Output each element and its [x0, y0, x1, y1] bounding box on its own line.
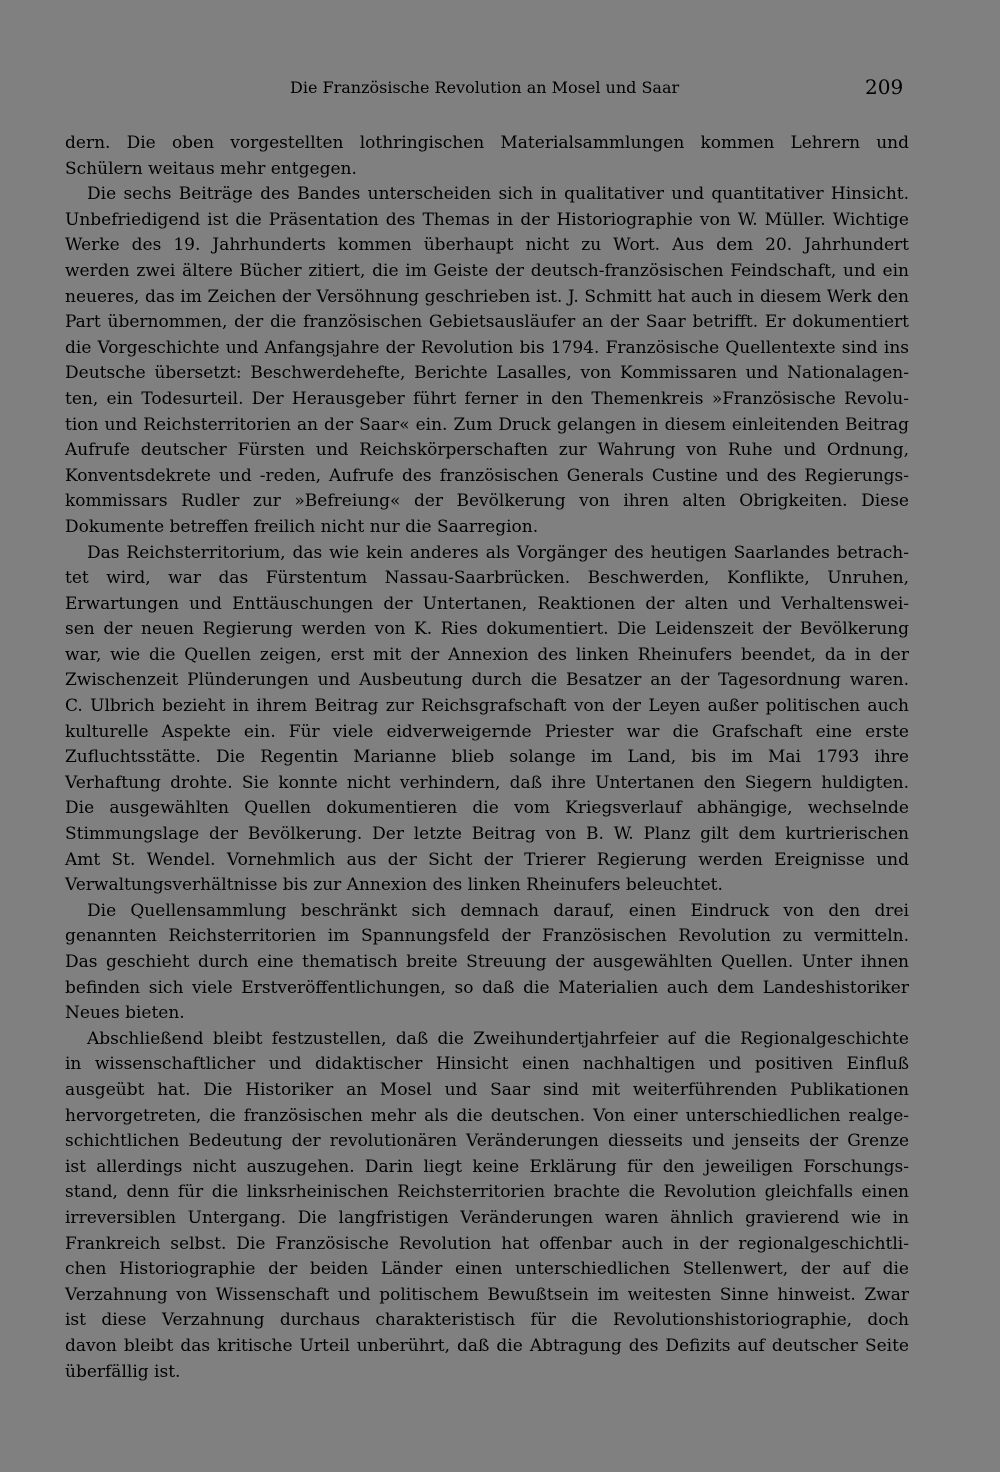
- text-line: Schülern weitaus mehr entgegen.: [65, 158, 357, 179]
- text-line: hervorgetreten, die französischen mehr als die deutschen. Von einer unterschiedlichen realge-: [65, 1105, 909, 1126]
- text-line: Stimmungslage der Bevölkerung. Der letzte Beitrag von B. W. Planz gilt dem kurtrierischen: [65, 824, 909, 845]
- text-line: Die Quellensammlung beschränkt sich demnach darauf, einen Eindruck von den drei: [87, 900, 909, 921]
- text-line: Verhaftung drohte. Sie konnte nicht verhindern, daß ihre Untertanen den Siegern huldigten.: [65, 772, 909, 793]
- text-line: dern. Die oben vorgestellten lothringischen Materialsammlungen kommen Lehrern und: [65, 133, 909, 153]
- page-number: 209: [865, 75, 904, 99]
- text-line: Verzahnung von Wissenschaft und politischem Bewußtsein im weitesten Sinne hinweist. Zwar: [65, 1284, 909, 1305]
- text-line: irreversiblen Untergang. Die langfristigen Veränderungen waren ähnlich gravierend wie in: [65, 1207, 909, 1228]
- text-line: davon bleibt das kritische Urteil unberührt, daß die Abtragung des Defizits auf deutscher Seite: [65, 1335, 909, 1356]
- text-line: Erwartungen und Enttäuschungen der Untertanen, Reaktionen der alten und Verhaltenswei-: [65, 593, 909, 614]
- text-line: genannten Reichsterritorien im Spannungsfeld der Französischen Revolution zu vermitteln.: [65, 926, 909, 947]
- text-line: Unbefriedigend ist die Präsentation des Themas in der Historiographie von W. Müller. Wichtige: [65, 209, 909, 230]
- text-line: Die sechs Beiträge des Bandes unterscheiden sich in qualitativer und quantitativer Hinsicht.: [87, 184, 909, 205]
- text-line: Das geschieht durch eine thematisch breite Streuung der ausgewählten Quellen. Unter ihnen: [65, 952, 909, 972]
- text-line: tet wird, war das Fürstentum Nassau-Saarbrücken. Beschwerden, Konflikte, Unruhen,: [65, 568, 909, 589]
- text-line: Zwischenzeit Plünderungen und Ausbeutung durch die Besatzer an der Tagesordnung waren.: [65, 670, 909, 691]
- text-line: in wissenschaftlicher und didaktischer Hinsicht einen nachhaltigen und positiven Einfluß: [65, 1054, 909, 1075]
- text-line: Zufluchtsstätte. Die Regentin Marianne blieb solange im Land, bis im Mai 1793 ihre: [65, 747, 909, 768]
- text-line: Frankreich selbst. Die Französische Revolution hat offenbar auch in der regionalgeschichtli-: [65, 1233, 909, 1254]
- text-line: ausgeübt hat. Die Historiker an Mosel und Saar sind mit weiterführenden Publikationen: [65, 1079, 909, 1100]
- text-line: chen Historiographie der beiden Länder einen unterschiedlichen Stellenwert, der auf die: [65, 1259, 909, 1280]
- text-line: Neues bieten.: [65, 1003, 185, 1024]
- text-line: stand, denn für die linksrheinischen Reichsterritorien brachte die Revolution gleichfalls einen: [65, 1182, 909, 1203]
- text-line: C. Ulbrich bezieht in ihrem Beitrag zur Reichsgrafschaft von der Leyen außer politischen auch: [65, 696, 909, 717]
- text-line: schichtlichen Bedeutung der revolutionären Veränderungen diesseits und jenseits der Grenze: [65, 1131, 909, 1152]
- text-line: Dokumente betreffen freilich nicht nur die Saarregion.: [65, 516, 539, 537]
- text-line: Amt St. Wendel. Vornehmlich aus der Sicht der Trierer Regierung werden Ereignisse und: [65, 849, 909, 870]
- text-line: Konventsdekrete und -reden, Aufrufe des französischen Generals Custine und des Regierungs-: [65, 465, 909, 486]
- text-line: war, wie die Quellen zeigen, erst mit der Annexion des linken Rheinufers beendet, da in der: [65, 644, 909, 665]
- text-line: ist diese Verzahnung durchaus charakteristisch für die Revolutionshistoriographie, doch: [65, 1310, 909, 1331]
- text-line: tion und Reichsterritorien an der Saar« ein. Zum Druck gelangen in diesem einleitenden Beitrag: [65, 414, 909, 435]
- text-line: Werke des 19. Jahrhunderts kommen überhaupt nicht zu Wort. Aus dem 20. Jahrhundert: [65, 235, 909, 256]
- text-line: Aufrufe deutscher Fürsten und Reichskörperschaften zur Wahrung von Ruhe und Ordnung,: [65, 440, 909, 461]
- text-line: Abschließend bleibt festzustellen, daß die Zweihundertjahrfeier auf die Regionalgeschichte: [87, 1028, 909, 1049]
- text-line: die Vorgeschichte und Anfangsjahre der Revolution bis 1794. Französische Quellentexte sind ins: [65, 337, 909, 358]
- text-line: neueres, das im Zeichen der Versöhnung geschrieben ist. J. Schmitt hat auch in diesem Werk den: [65, 286, 909, 307]
- text-line: Die ausgewählten Quellen dokumentieren die vom Kriegsverlauf abhängige, wechselnde: [65, 798, 909, 819]
- running-title: Die Französische Revolution an Mosel und Saar: [290, 78, 680, 97]
- text-line: Part übernommen, der die französischen Gebietsausläufer an der Saar betrifft. Er dokumentiert: [65, 312, 909, 333]
- text-line: befinden sich viele Erstveröffentlichungen, so daß die Materialien auch dem Landeshistoriker: [65, 977, 909, 998]
- text-line: Deutsche übersetzt: Beschwerdehefte, Berichte Lasalles, von Kommissaren und Nationalagen-: [65, 363, 909, 384]
- text-line: sen der neuen Regierung werden von K. Ries dokumentiert. Die Leidenszeit der Bevölkerung: [65, 619, 909, 640]
- text-line: kulturelle Aspekte ein. Für viele eidverweigernde Priester war die Grafschaft eine erste: [65, 721, 909, 742]
- text-line: kommissars Rudler zur »Befreiung« der Bevölkerung von ihren alten Obrigkeiten. Diese: [65, 491, 909, 512]
- text-line: Verwaltungsverhältnisse bis zur Annexion des linken Rheinufers beleuchtet.: [65, 875, 723, 896]
- text-line: ist allerdings nicht auszugehen. Darin liegt keine Erklärung für den jeweiligen Forschungs-: [65, 1156, 909, 1177]
- running-head: [0, 76, 1000, 100]
- text-line: Das Reichsterritorium, das wie kein anderes als Vorgänger des heutigen Saarlandes betrach-: [87, 542, 909, 563]
- text-line: ten, ein Todesurteil. Der Herausgeber führt ferner in den Themenkreis »Französische Revolu-: [65, 388, 909, 409]
- text-line: werden zwei ältere Bücher zitiert, die im Geiste der deutsch-französischen Feindschaft, und ein: [65, 260, 909, 281]
- text-line: überfällig ist.: [65, 1361, 181, 1382]
- body-text: [65, 131, 909, 1385]
